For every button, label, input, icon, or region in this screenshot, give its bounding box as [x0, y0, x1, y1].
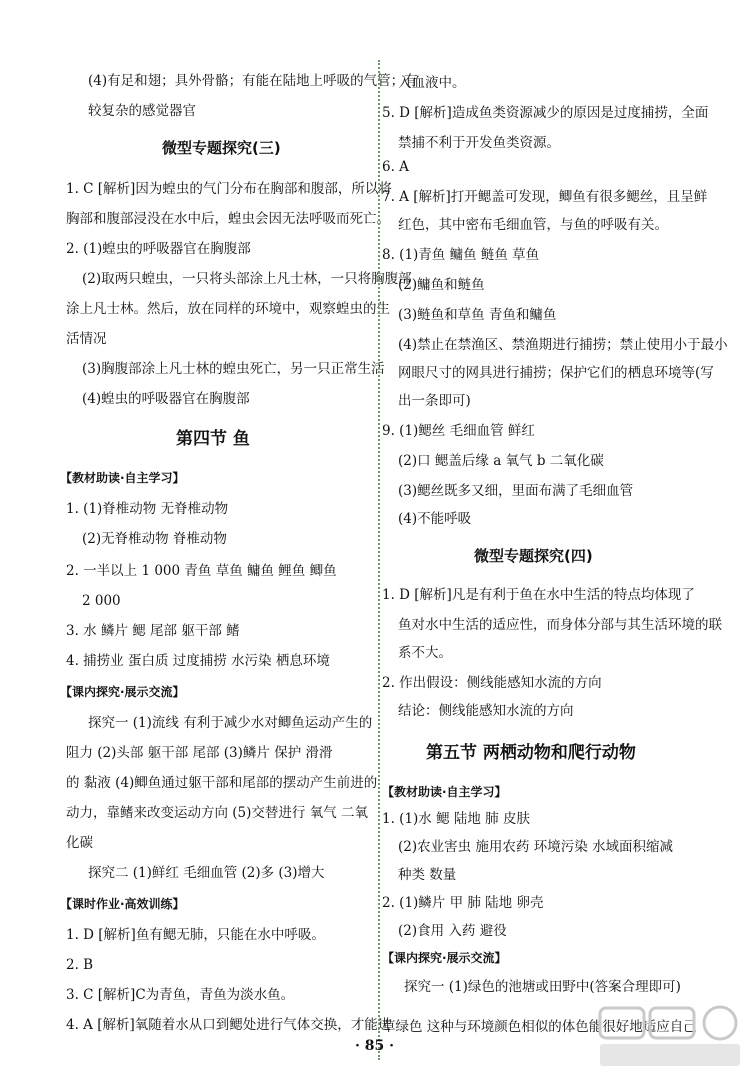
text-line: 8. (1)青鱼 鳙鱼 鲢鱼 草鱼 — [382, 247, 540, 263]
text-line: 入血液中。 — [398, 75, 466, 91]
text-line: 红色，其中密布毛细血管，与鱼的呼吸有关。 — [398, 217, 668, 233]
subsection-tag: 【课内探究·展示交流】 — [382, 951, 507, 965]
text-line: (2)取两只蝗虫，一只将头部涂上凡士林，一只将胸腹部 — [82, 271, 412, 287]
subsection-tag: 【教材助读·自主学习】 — [60, 471, 185, 485]
text-line: (2)口 鳃盖后缘 a 氧气 b 二氧化碳 — [398, 453, 604, 469]
text-line: 阻力 (2)头部 躯干部 尾部 (3)鳞片 保护 滑滑 — [66, 745, 333, 761]
text-line: 网眼尺寸的网具进行捕捞；保护它们的栖息环境等(写 — [398, 365, 714, 381]
text-line: 1. D [解析]鱼有鳃无肺，只能在水中呼吸。 — [66, 927, 325, 943]
text-line: 2. 作出假设：侧线能感知水流的方向 — [382, 675, 602, 691]
text-line: 动力，靠鳍来改变运动方向 (5)交替进行 氧气 二氧 — [66, 805, 368, 821]
section-title: 第五节 两栖动物和爬行动物 — [426, 743, 636, 763]
text-line: (4)有足和翅；具外骨骼；有能在陆地上呼吸的气管；有 — [88, 73, 418, 89]
text-line: 较复杂的感觉器官 — [88, 103, 196, 119]
text-line: 化碳 — [66, 835, 93, 851]
text-line: (3)胸腹部涂上凡士林的蝗虫死亡，另一只正常生活 — [82, 361, 385, 377]
text-line: 系不大。 — [398, 645, 452, 661]
page-number: · 85 · — [355, 1038, 394, 1054]
subsection-tag: 【课内探究·展示交流】 — [60, 685, 185, 699]
text-line: 2. B — [66, 957, 94, 973]
text-line: 探究一 (1)绿色的池塘或田野中(答案合理即可) — [404, 979, 681, 995]
text-line: 鱼对水中生活的适应性，而身体分部与其生活环境的联 — [398, 617, 722, 633]
text-line: 7. A [解析]打开鳃盖可发现，鲫鱼有很多鳃丝，且呈鲜 — [382, 189, 708, 205]
text-line: 的 黏液 (4)鲫鱼通过躯干部和尾部的摆动产生前进的 — [66, 775, 378, 791]
text-line: 胸部和腹部浸没在水中后，蝗虫会因无法呼吸而死亡。 — [66, 211, 390, 227]
text-line: 禁捕不利于开发鱼类资源。 — [398, 135, 560, 151]
text-line: 6. A — [382, 159, 409, 175]
text-line: 探究二 (1)鲜红 毛细血管 (2)多 (3)增大 — [88, 865, 325, 881]
section-title: 第四节 鱼 — [176, 429, 250, 449]
section-heading: 微型专题探究(四) — [474, 547, 593, 565]
text-line: 2. 一半以上 1 000 青鱼 草鱼 鳙鱼 鲤鱼 鲫鱼 — [66, 563, 337, 579]
text-line: 2 000 — [82, 593, 121, 609]
text-line: (4)不能呼吸 — [398, 511, 472, 527]
text-line: 1. D [解析]凡是有利于鱼在水中生活的特点均体现了 — [382, 587, 695, 603]
subsection-tag: 【教材助读·自主学习】 — [382, 785, 507, 799]
text-line: (4)蝗虫的呼吸器官在胸腹部 — [82, 391, 250, 407]
text-line: (3)鳃丝既多又细，里面布满了毛细血管 — [398, 483, 634, 499]
text-line: 1. C [解析]因为蝗虫的气门分布在胸部和腹部，所以将 — [66, 181, 392, 197]
text-line: (3)鲢鱼和草鱼 青鱼和鳙鱼 — [398, 307, 557, 323]
watermark-logo — [596, 1004, 746, 1070]
text-line: (2)无脊椎动物 脊椎动物 — [82, 531, 227, 547]
text-line: 结论：侧线能感知水流的方向 — [398, 703, 574, 719]
text-line: (2)食用 入药 避役 — [398, 923, 507, 939]
text-line: 5. D [解析]造成鱼类资源减少的原因是过度捕捞，全面 — [382, 105, 709, 121]
section-heading: 微型专题探究(三) — [162, 139, 281, 157]
text-line: 4. 捕捞业 蛋白质 过度捕捞 水污染 栖息环境 — [66, 653, 330, 669]
text-line: 出一条即可) — [398, 393, 471, 409]
text-line: 4. A [解析]氧随着水从口到鳃处进行气体交换，才能进 — [66, 1017, 392, 1033]
text-line: 2. (1)鳞片 甲 肺 陆地 卵壳 — [382, 895, 544, 911]
text-line: (2)鳙鱼和鲢鱼 — [398, 277, 485, 293]
text-line: (4)禁止在禁渔区、禁渔期进行捕捞；禁止使用小于最小 — [398, 337, 728, 353]
text-line: 1. (1)脊椎动物 无脊椎动物 — [66, 501, 229, 517]
text-line: 活情况 — [66, 331, 107, 347]
subsection-tag: 【课时作业·高效训练】 — [60, 897, 185, 911]
text-line: 1. (1)水 鳃 陆地 肺 皮肤 — [382, 811, 530, 827]
text-line: (2)农业害虫 施用农药 环境污染 水域面积缩减 — [398, 839, 673, 855]
text-line: 探究一 (1)流线 有利于减少水对鲫鱼运动产生的 — [88, 715, 373, 731]
text-line: 涂上凡士林。然后，放在同样的环境中，观察蝗虫的生 — [66, 301, 390, 317]
text-line: 3. C [解析]C为青鱼，青鱼为淡水鱼。 — [66, 987, 295, 1003]
text-line: 2. (1)蝗虫的呼吸器官在胸腹部 — [66, 241, 251, 257]
text-line: 9. (1)鳃丝 毛细血管 鲜红 — [382, 423, 535, 439]
text-line: 草绿色 这种与环境颜色相似的体色能很好地适应自己 — [382, 1019, 697, 1035]
text-line: 3. 水 鳞片 鳃 尾部 躯干部 鳍 — [66, 623, 240, 639]
column-divider — [378, 60, 380, 1060]
text-line: 种类 数量 — [398, 867, 457, 883]
